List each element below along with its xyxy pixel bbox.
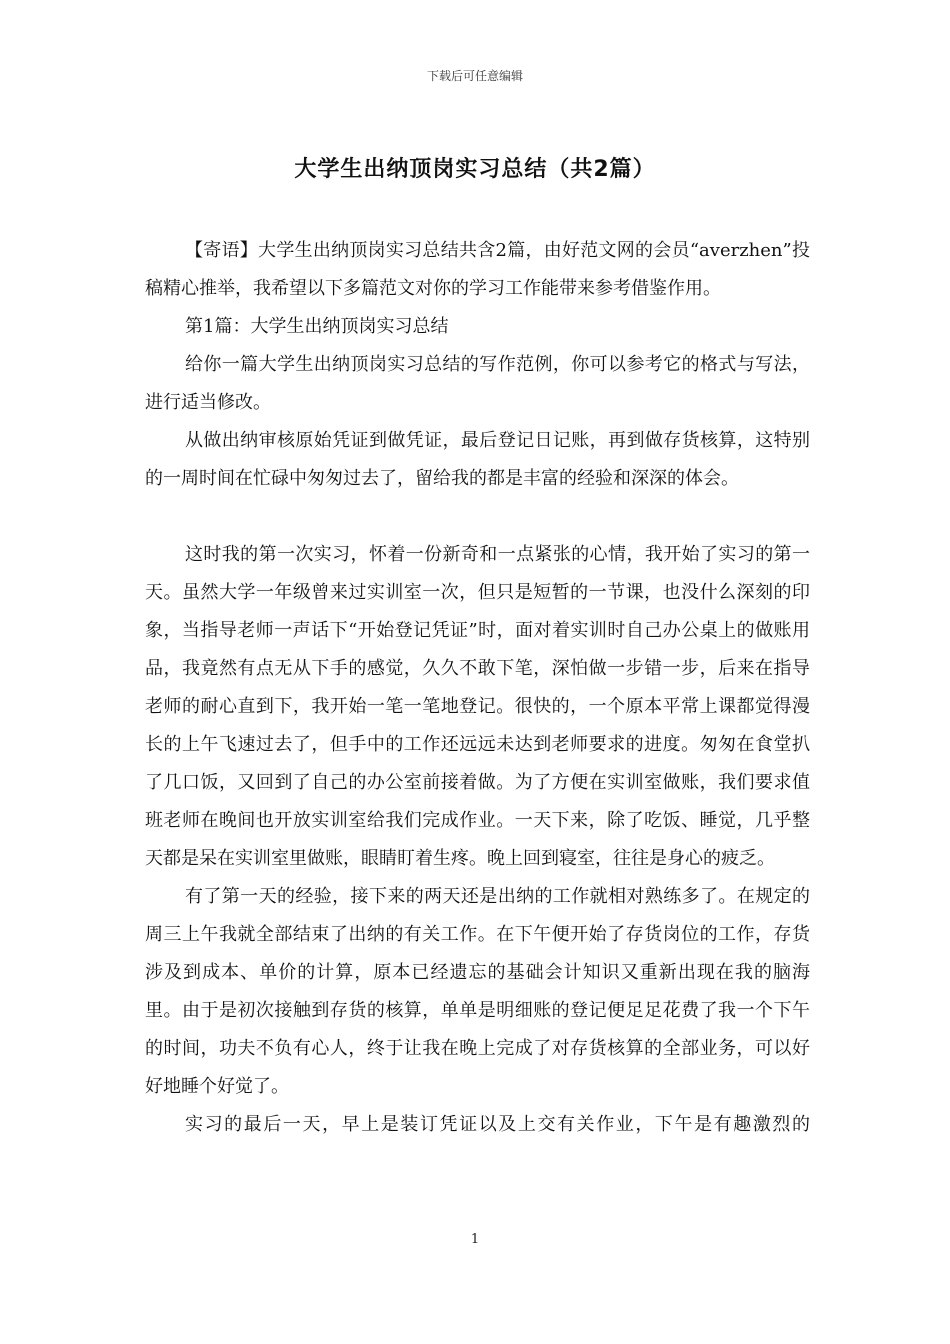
body-paragraph: 实习的最后一天，早上是装订凭证以及上交有关作业，下午是有趣激烈的 [185, 1114, 810, 1135]
preface-paragraph: 【寄语】大学生出纳顶岗实习总结共含2篇，由好范文网的会员“averzhen”投稿精心推举，我希望以下多篇范文对你的学习工作能带来参考借鉴作用。 [145, 240, 810, 299]
paragraph-gap [145, 498, 810, 536]
body-paragraph: 有了第一天的经验，接下来的两天还是出纳的工作就相对熟练多了。在规定的周三上午我就全部结束了出纳的有关工作。在下午便开始了存货岗位的工作，存货涉及到成本、单价的计算，原本已经遗忘的基础会计知识又重新出现在我的脑海里。由于是初次接触到存货的核算，单单是明细账的登记便足足花费了我一个下午的时间，功夫不负有心人，终于让我在晚上完成了对存货核算的全部业务，可以好好地睡个好觉了。 [145, 886, 810, 1097]
body-paragraph: 给你一篇大学生出纳顶岗实习总结的写作范例，你可以参考它的格式与写法，进行适当修改。 [145, 354, 810, 413]
header-note: 下载后可任意编辑 [426, 69, 523, 83]
body-paragraph: 从做出纳审核原始凭证到做凭证，最后登记日记账，再到做存货核算，这特别的一周时间在忙碌中匆匆过去了，留给我的都是丰富的经验和深深的体会。 [145, 430, 810, 489]
section-heading: 第1篇：大学生出纳顶岗实习总结 [185, 316, 449, 337]
body-paragraph: 这时我的第一次实习，怀着一份新奇和一点紧张的心情，我开始了实习的第一天。虽然大学一年级曾来过实训室一次，但只是短暂的一节课，也没什么深刻的印象，当指导老师一声话下“开始登记凭证”时，面对着实训时自己办公桌上的做账用品，我竟然有点无从下手的感觉，久久不敢下笔，深怕做一步错一步，后来在指导老师的耐心直到下，我开始一笔一笔地登记。很快的，一个原本平常上课都觉得漫长的上午飞速过去了，但手中的工作还远远未达到老师要求的进度。匆匆在食堂扒了几口饭，又回到了自己的办公室前接着做。为了方便在实训室做账，我们要求值班老师在晚间也开放实训室给我们完成作业。一天下来，除了吃饭、睡觉，几乎整天都是呆在实训室里做账，眼睛盯着生疼。晚上回到寝室，往往是身心的疲乏。 [145, 544, 810, 869]
document-body [145, 232, 810, 1144]
page-number: 1 [470, 1232, 480, 1247]
document-title: 大学生出纳顶岗实习总结（共2篇） [294, 157, 656, 182]
